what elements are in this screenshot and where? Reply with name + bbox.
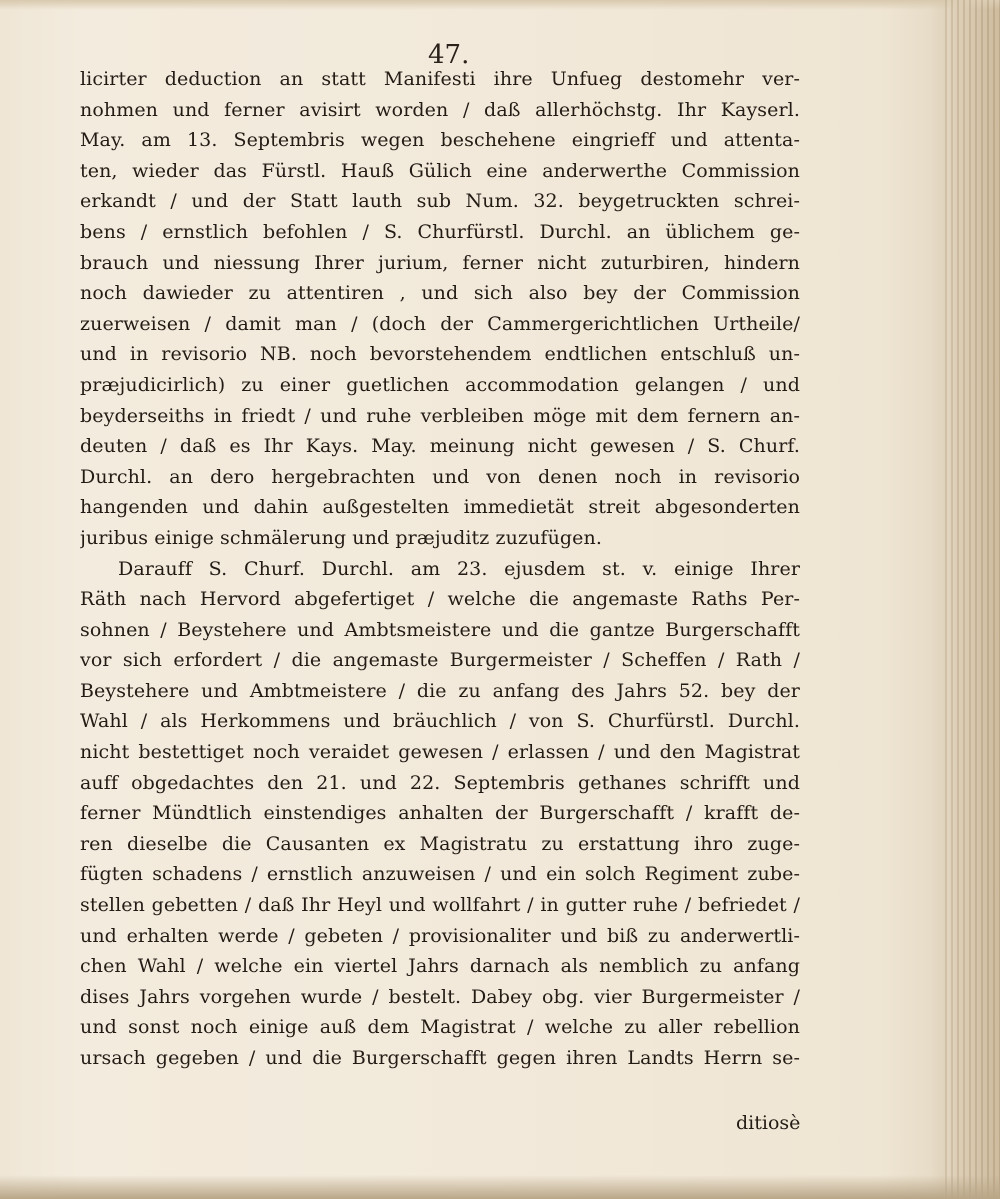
text-line: Wahl / als Herkommens und bräuchlich / von S. Churfürstl. Durchl. bbox=[80, 710, 800, 733]
text-line: brauch und niessung Ihrer jurium, ferner nicht zuturbiren, hindern bbox=[80, 251, 800, 274]
page-edge-top bbox=[0, 0, 1000, 10]
paragraph-2 bbox=[80, 554, 800, 1074]
text-line: dises Jahrs vorgehen wurde / bestelt. Dabey obg. vier Burgermeister / bbox=[80, 985, 800, 1008]
text-line: erkandt / und der Statt lauth sub Num. 32. beygetruckten schrei- bbox=[80, 190, 800, 213]
text-line: nohmen und ferner avisirt worden / daß allerhöchstg. Ihr Kayserl. bbox=[80, 98, 800, 121]
text-line: May. am 13. Septembris wegen beschehene eingrieff und attenta- bbox=[80, 129, 800, 152]
text-line: beyderseiths in friedt / und ruhe verbleiben möge mit dem fernern an- bbox=[80, 404, 800, 427]
text-line: ten, wieder das Fürstl. Hauß Gülich eine anderwerthe Commission bbox=[80, 159, 800, 182]
text-line: Durchl. an dero hergebrachten und von denen noch in revisorio bbox=[80, 465, 800, 488]
text-line: vor sich erfordert / die angemaste Burgermeister / Scheffen / Rath / bbox=[80, 649, 800, 672]
text-line: Beystehere und Ambtmeistere / die zu anfang des Jahrs 52. bey der bbox=[80, 679, 800, 702]
text-line: ursach gegeben / und die Burgerschafft gegen ihren Landts Herrn se- bbox=[80, 1047, 800, 1069]
text-line: und in revisorio NB. noch bevorstehendem endtlichen entschluß un- bbox=[80, 343, 800, 366]
text-line: auff obgedachtes den 21. und 22. Septembris gethanes schrifft und bbox=[80, 771, 800, 794]
page-edge-right bbox=[945, 0, 1000, 1199]
text-line: Räth nach Hervord abgefertiget / welche die angemaste Raths Per- bbox=[80, 588, 800, 611]
text-line: juribus einige schmälerung und præjuditz zuzufügen. bbox=[80, 526, 602, 549]
text-line: licirter deduction an statt Manifesti ihre Unfueg destomehr ver- bbox=[80, 68, 800, 90]
page-number: 47. bbox=[428, 40, 470, 70]
paragraph-1 bbox=[80, 64, 800, 554]
text-line: præjudicirlich) zu einer guetlichen accommodation gelangen / und bbox=[80, 373, 800, 396]
text-line: ren dieselbe die Causanten ex Magistratu zu erstattung ihro zuge- bbox=[80, 832, 800, 855]
text-line: bens / ernstlich befohlen / S. Churfürstl. Durchl. an üblichem ge- bbox=[80, 220, 800, 243]
text-line: und erhalten werde / gebeten / provisionaliter und biß zu anderwertli- bbox=[80, 924, 800, 947]
text-line: zuerweisen / damit man / (doch der Cammergerichtlichen Urtheile/ bbox=[80, 312, 800, 335]
text-line: und sonst noch einige auß dem Magistrat / welche zu aller rebellion bbox=[80, 1016, 800, 1039]
text-line: hangenden und dahin außgestelten immedietät streit abgesonderten bbox=[80, 496, 800, 519]
page-edge-bottom bbox=[0, 1175, 1000, 1199]
text-line: nicht bestettiget noch veraidet gewesen / erlassen / und den Magistrat bbox=[80, 741, 800, 764]
catchword: ditiosè bbox=[736, 1112, 801, 1134]
text-line: ferner Mündtlich einstendiges anhalten der Burgerschafft / krafft de- bbox=[80, 802, 800, 825]
text-line: Darauff S. Churf. Durchl. am 23. ejusdem st. v. einige Ihrer bbox=[118, 557, 800, 580]
body-text bbox=[80, 64, 800, 1074]
text-line: chen Wahl / welche ein viertel Jahrs darnach als nemblich zu anfang bbox=[80, 955, 800, 978]
text-line: deuten / daß es Ihr Kays. May. meinung nicht gewesen / S. Churf. bbox=[80, 435, 800, 458]
text-line: stellen gebetten / daß Ihr Heyl und wollfahrt / in gutter ruhe / befriedet / bbox=[80, 894, 800, 917]
text-line: fügten schadens / ernstlich anzuweisen / und ein solch Regiment zube- bbox=[80, 863, 800, 886]
text-line: sohnen / Beystehere und Ambtsmeistere und die gantze Burgerschafft bbox=[80, 618, 800, 641]
text-line: noch dawieder zu attentiren , und sich also bey der Commission bbox=[80, 282, 800, 305]
